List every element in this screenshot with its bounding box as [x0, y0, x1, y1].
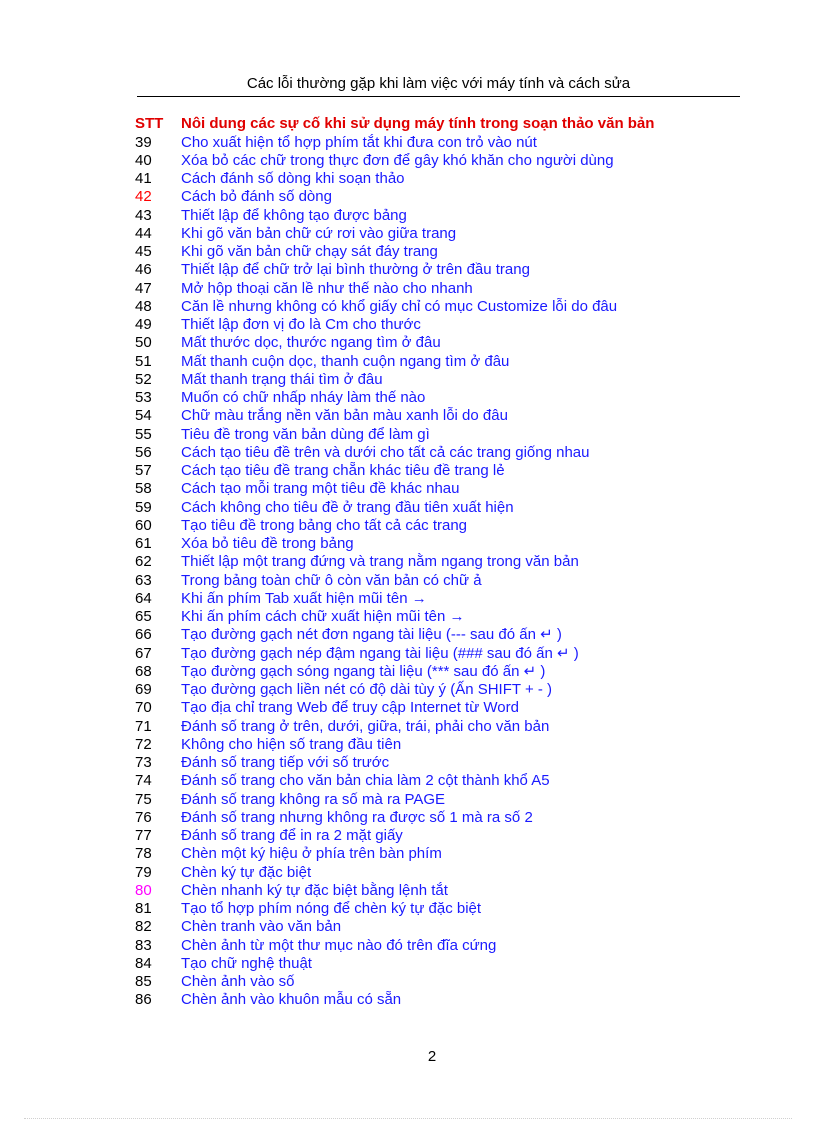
item-number: 72 — [135, 735, 152, 753]
item-text: Xóa bỏ các chữ trong thực đơn để gây khó khăn cho người dùng — [181, 151, 614, 169]
item-text: Tạo tiêu đề trong bảng cho tất cả các trang — [181, 516, 468, 534]
list-item — [135, 535, 755, 553]
item-number: 83 — [135, 936, 152, 954]
item-text: Cách không cho tiêu đề ở trang đầu tiên xuất hiện — [181, 498, 514, 516]
item-number: 77 — [135, 827, 152, 844]
item-number: 66 — [135, 626, 152, 644]
item-text: Xóa bỏ tiêu đề trong bảng — [181, 535, 354, 552]
list-item — [135, 152, 755, 170]
item-text: Tạo đường gạch liền nét có độ dài tùy ý (Ấn SHIFT + - ) — [181, 681, 553, 698]
list-item — [135, 389, 755, 407]
item-text: Tạo tổ hợp phím nóng để chèn ký tự đặc biệt — [181, 900, 482, 917]
item-text: Cách bỏ đánh số dòng — [181, 188, 332, 206]
item-text: Tiêu đề trong văn bản dùng để làm gì — [181, 425, 430, 443]
item-text: Mất thanh cuộn dọc, thanh cuộn ngang tìm ở đâu — [181, 352, 510, 370]
item-number: 59 — [135, 498, 152, 516]
item-number: 68 — [135, 662, 152, 680]
item-number: 40 — [135, 151, 152, 169]
item-text: Tạo chữ nghệ thuật — [181, 954, 312, 972]
list-item — [135, 809, 755, 827]
list-item — [135, 225, 755, 243]
item-number: 63 — [135, 571, 152, 589]
list-item — [135, 937, 755, 955]
list-item — [135, 134, 755, 152]
list-item — [135, 626, 755, 644]
item-text: Đánh số trang cho văn bản chia làm 2 cột thành khổ A5 — [181, 772, 550, 790]
list-item — [135, 261, 755, 279]
list-item — [135, 681, 755, 699]
list-item — [135, 170, 755, 188]
item-number: 73 — [135, 754, 152, 771]
item-text: Cách tạo tiêu đề trang chẵn khác tiêu đề trang lẻ — [181, 462, 505, 479]
item-number: 86 — [135, 991, 152, 1009]
list-item — [135, 407, 755, 425]
list-item — [135, 754, 755, 772]
item-text: Mở hộp thoại căn lề như thế nào cho nhanh — [181, 279, 473, 297]
item-number: 41 — [135, 170, 152, 187]
item-text: Thiết lập đơn vị đo là Cm cho thước — [181, 316, 421, 333]
item-number: 45 — [135, 243, 152, 260]
list-item — [135, 663, 755, 681]
item-number: 54 — [135, 407, 152, 425]
item-number: 62 — [135, 553, 152, 571]
list-item — [135, 991, 755, 1009]
header-rule — [137, 96, 740, 97]
item-text: Căn lề nhưng không có khổ giấy chỉ có mục Customize lỗi do đâu — [181, 297, 618, 315]
page-number: 2 — [427, 1048, 437, 1065]
item-text: Chèn ảnh vào khuôn mẫu có sẵn — [181, 991, 402, 1009]
list-item — [135, 827, 755, 845]
list-item — [135, 973, 755, 991]
item-number: 85 — [135, 973, 152, 990]
list-item — [135, 572, 755, 590]
list-item — [135, 371, 755, 389]
list-item — [135, 918, 755, 936]
list-item — [135, 791, 755, 809]
item-number: 44 — [135, 224, 152, 242]
item-number: 61 — [135, 535, 152, 552]
list-item — [135, 188, 755, 206]
list-item — [135, 882, 755, 900]
item-text: Chữ màu trắng nền văn bản màu xanh lỗi do đâu — [181, 407, 508, 425]
item-text: Khi gõ văn bản chữ chạy sát đáy trang — [181, 243, 438, 260]
item-text: Tạo địa chỉ trang Web để truy cập Internet từ Word — [181, 699, 519, 717]
item-number: 52 — [135, 370, 152, 388]
item-text: Đánh số trang để in ra 2 mặt giấy — [181, 827, 403, 844]
item-number: 42 — [135, 188, 152, 206]
column-header-number: STT — [135, 115, 164, 132]
item-number: 79 — [135, 863, 152, 881]
list-item — [135, 955, 755, 973]
list-item — [135, 900, 755, 918]
item-number: 47 — [135, 279, 152, 297]
item-number: 43 — [135, 206, 152, 224]
item-text: Khi ấn phím cách chữ xuất hiện mũi tên → — [181, 608, 465, 625]
item-text: Chèn ký tự đặc biệt — [181, 863, 312, 881]
item-text: Đánh số trang nhưng không ra được số 1 mà ra số 2 — [181, 808, 533, 826]
item-text: Khi gõ văn bản chữ cứ rơi vào giữa trang — [181, 224, 457, 242]
item-text: Mất thước dọc, thước ngang tìm ở đâu — [181, 334, 441, 352]
item-number: 76 — [135, 808, 152, 826]
list-item — [135, 353, 755, 371]
item-text: Chèn một ký hiệu ở phía trên bàn phím — [181, 845, 442, 863]
item-text: Tạo đường gạch nép đậm ngang tài liệu (### sau đó ấn ↵ ) — [181, 644, 579, 662]
item-number: 48 — [135, 297, 152, 315]
item-number: 84 — [135, 954, 152, 972]
item-text: Đánh số trang ở trên, dưới, giữa, trái, phải cho văn bản — [181, 717, 550, 735]
item-text: Mất thanh trạng thái tìm ở đâu — [181, 370, 383, 388]
list-item — [135, 499, 755, 517]
list-item — [135, 608, 755, 626]
item-text: Cách đánh số dòng khi soạn thảo — [181, 170, 405, 187]
item-text: Trong bảng toàn chữ ô còn văn bản có chữ ả — [181, 571, 482, 589]
item-number: 57 — [135, 462, 152, 479]
list-item — [135, 316, 755, 334]
list-item — [135, 426, 755, 444]
item-text: Tạo đường gạch sóng ngang tài liệu (*** sau đó ấn ↵ ) — [181, 662, 546, 680]
item-text: Chèn nhanh ký tự đặc biệt bằng lệnh tắt — [181, 881, 448, 899]
item-number: 56 — [135, 443, 152, 461]
item-text: Khi ấn phím Tab xuất hiện mũi tên → — [181, 589, 427, 607]
column-header-content: Nôi dung các sự cố khi sử dụng máy tính trong soạn thảo văn bản — [181, 115, 655, 132]
table-header-row — [135, 115, 755, 133]
list-item — [135, 645, 755, 663]
list-item — [135, 280, 755, 298]
item-text: Thiết lập một trang đứng và trang nằm ngang trong văn bản — [181, 553, 579, 571]
item-text: Cho xuất hiện tổ hợp phím tắt khi đưa con trỏ vào nút — [181, 133, 537, 151]
list-item — [135, 590, 755, 608]
item-text: Không cho hiện số trang đầu tiên — [181, 735, 402, 753]
item-text: Cách tạo mỗi trang một tiêu đề khác nhau — [181, 480, 460, 498]
list-item — [135, 207, 755, 225]
page-edge-divider — [24, 1118, 792, 1119]
item-number: 78 — [135, 845, 152, 863]
list-item — [135, 517, 755, 535]
item-number: 64 — [135, 589, 152, 607]
item-text: Thiết lập để không tạo được bảng — [181, 206, 407, 224]
item-text: Muốn có chữ nhấp nháy làm thế nào — [181, 389, 426, 406]
item-number: 51 — [135, 352, 152, 370]
item-number: 71 — [135, 717, 152, 735]
item-number: 39 — [135, 133, 152, 151]
item-text: Chèn ảnh vào số — [181, 973, 295, 990]
list-item — [135, 718, 755, 736]
item-number: 46 — [135, 261, 152, 279]
item-number: 65 — [135, 608, 152, 625]
item-number: 74 — [135, 772, 152, 790]
item-number: 55 — [135, 425, 152, 443]
item-text: Đánh số trang không ra số mà ra PAGE — [181, 790, 446, 808]
item-number: 82 — [135, 918, 152, 936]
item-number: 67 — [135, 644, 152, 662]
item-text: Tạo đường gạch nét đơn ngang tài liệu (--- sau đó ấn ↵ ) — [181, 626, 562, 644]
item-number: 53 — [135, 389, 152, 406]
list-item — [135, 480, 755, 498]
item-text: Thiết lập để chữ trở lại bình thường ở trên đầu trang — [181, 261, 530, 279]
list-item — [135, 444, 755, 462]
item-text: Chèn ảnh từ một thư mục nào đó trên đĩa cứng — [181, 936, 497, 954]
item-number: 75 — [135, 790, 152, 808]
list-item — [135, 845, 755, 863]
list-item — [135, 553, 755, 571]
list-item — [135, 243, 755, 261]
list-item — [135, 699, 755, 717]
item-text: Đánh số trang tiếp với số trước — [181, 754, 390, 771]
list-item — [135, 462, 755, 480]
item-number: 80 — [135, 881, 152, 899]
item-number: 69 — [135, 681, 152, 698]
item-text: Cách tạo tiêu đề trên và dưới cho tất cả các trang giống nhau — [181, 443, 590, 461]
list-item — [135, 334, 755, 352]
list-item — [135, 772, 755, 790]
page-header-title: Các lỗi thường gặp khi làm việc với máy tính và cách sửa — [246, 75, 631, 92]
list-item — [135, 864, 755, 882]
list-item — [135, 298, 755, 316]
item-text: Chèn tranh vào văn bản — [181, 918, 342, 936]
item-number: 58 — [135, 480, 152, 498]
item-number: 49 — [135, 316, 152, 333]
item-number: 60 — [135, 516, 152, 534]
item-number: 81 — [135, 900, 152, 917]
item-number: 50 — [135, 334, 152, 352]
item-number: 70 — [135, 699, 152, 717]
list-item — [135, 736, 755, 754]
